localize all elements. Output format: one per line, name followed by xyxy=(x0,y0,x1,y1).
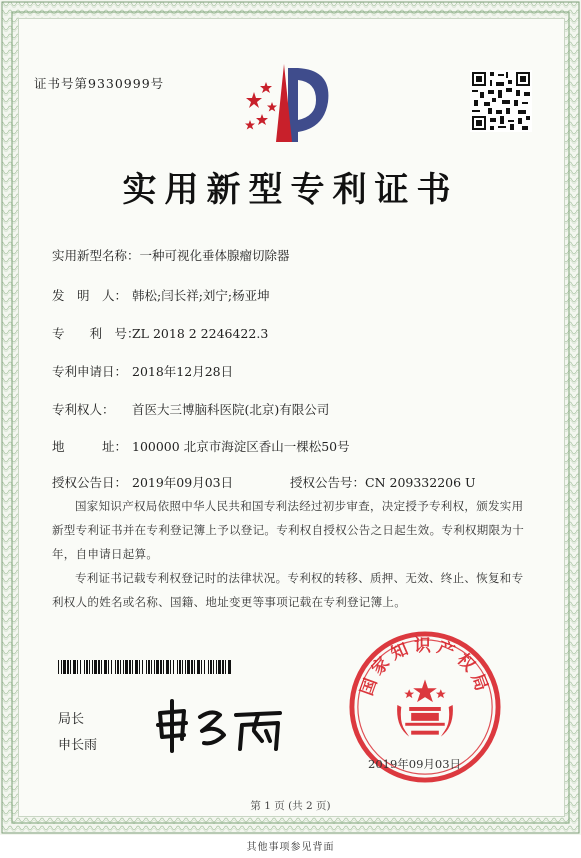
inventor-value: 韩松;闫长祥;刘宁;杨亚坤 xyxy=(132,288,270,303)
inventor-row xyxy=(52,286,270,304)
filing-date-label: 专利申请日： xyxy=(52,364,128,379)
cnipa-emblem-icon xyxy=(236,58,336,148)
grant-number-label: 授权公告号： xyxy=(290,475,366,490)
grant-date-row xyxy=(52,473,233,491)
address-row xyxy=(52,437,350,455)
filing-date-row xyxy=(52,362,233,380)
seal-date: 2019年09月03日 xyxy=(368,757,462,771)
national-emblem-icon xyxy=(397,679,453,736)
address-label: 地 址： xyxy=(52,439,128,454)
patentee-label: 专利权人： xyxy=(52,402,115,417)
patent-number-label: 专 利 号： xyxy=(52,326,140,341)
address-value: 100000 北京市海淀区香山一棵松50号 xyxy=(132,439,350,454)
patent-number-row xyxy=(52,324,268,342)
seal-text: 国家知识产权局 xyxy=(356,635,494,698)
barcode-icon xyxy=(58,660,232,674)
certificate-number: 证书号第9330999号 xyxy=(34,76,165,91)
grant-statement-paragraph: 国家知识产权局依照中华人民共和国专利法经过初步审查，决定授予专利权，颁发实用新型专利证书并在专利登记簿上予以登记。专利权自授权公告之日起生效。专利权期限为十年，自申请日起算。 xyxy=(52,499,524,561)
certificate-title: 实用新型专利证书 xyxy=(122,170,459,210)
footer-note: 其他事项参见背面 xyxy=(246,842,335,853)
grant-date-value: 2019年09月03日 xyxy=(132,475,234,490)
grant-date-label: 授权公告日： xyxy=(52,475,128,490)
grant-number-value: CN 209332206 U xyxy=(365,475,476,490)
director-title: 局长 xyxy=(58,712,85,727)
inventor-label: 发 明 人： xyxy=(52,288,128,303)
grant-number-row xyxy=(290,473,476,491)
filing-date-value: 2018年12月28日 xyxy=(132,364,234,379)
patent-number-value: ZL 2018 2 2246422.3 xyxy=(132,326,269,341)
patentee-value: 首医大三博脑科医院(北京)有限公司 xyxy=(132,402,330,417)
director-signature xyxy=(150,695,290,755)
director-name: 申长雨 xyxy=(58,738,98,753)
qr-code-icon xyxy=(470,70,532,132)
patentee-row xyxy=(52,400,329,418)
utility-model-name-row xyxy=(52,246,290,264)
utility-model-name-value: 一种可视化垂体腺瘤切除器 xyxy=(139,248,290,263)
page-number: 第 1 页 (共 2 页) xyxy=(250,800,331,812)
legal-status-paragraph: 专利证书记载专利权登记时的法律状况。专利权的转移、质押、无效、终止、恢复和专利权人的姓名或名称、国籍、地址变更等事项记载在专利登记簿上。 xyxy=(52,571,524,609)
utility-model-name-label: 实用新型名称： xyxy=(52,248,140,263)
